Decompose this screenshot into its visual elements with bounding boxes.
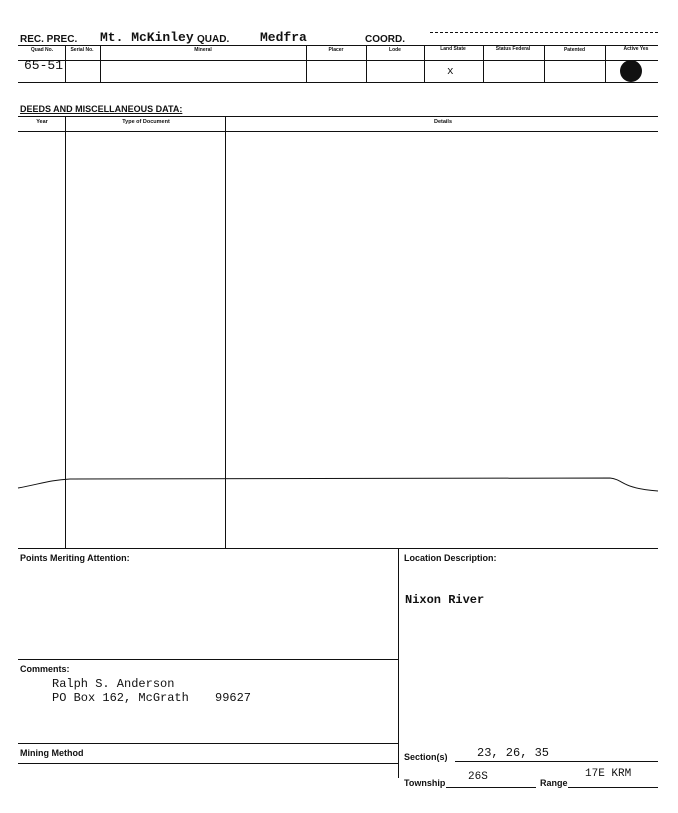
col-header-quad-no: Quad No. [30, 47, 54, 53]
land-state-mark: x [447, 66, 454, 78]
mining-method-label: Mining Method [20, 748, 84, 758]
col-header-active: Active Yes [623, 46, 649, 52]
bottom-section-top-line [18, 548, 658, 549]
punch-hole [620, 60, 642, 82]
mining-method-top-line [18, 743, 398, 744]
points-comments-divider [18, 659, 398, 660]
quad-name: Mt. McKinley [100, 30, 194, 45]
col-header-serial-no: Serial No. [70, 47, 94, 53]
deeds-col-type: Type of Document [122, 119, 170, 125]
rec-prec-label: REC. PREC. [20, 34, 78, 45]
deeds-title: DEEDS AND MISCELLANEOUS DATA: [20, 104, 183, 114]
deeds-top-line [18, 116, 658, 117]
quad-no-value: 65-51 [24, 58, 64, 73]
comments-line-2: PO Box 162, McGrath [52, 691, 189, 705]
sections-label: Section(s) [404, 752, 448, 762]
col-divider [65, 45, 66, 82]
location-description-value: Nixon River [405, 593, 485, 607]
col-header-land-state: Land State [440, 46, 466, 52]
mining-method-line [18, 763, 398, 764]
col-header-status-federal: Status Federal [495, 46, 531, 52]
col-divider [483, 45, 484, 82]
col-divider [605, 45, 606, 82]
col-divider [424, 45, 425, 82]
bottom-center-divider [398, 548, 399, 778]
coord-label: COORD. [365, 34, 405, 45]
col-divider [366, 45, 367, 82]
deeds-col-year: Year [36, 119, 48, 125]
area-name: Medfra [260, 30, 307, 45]
points-meriting-label: Points Meriting Attention: [20, 553, 130, 563]
township-label: Township [404, 778, 446, 788]
claim-table-header-line [18, 60, 658, 61]
col-header-patented: Patented [563, 47, 586, 53]
claim-table-top [18, 45, 658, 46]
col-divider [100, 45, 101, 82]
sections-line [455, 761, 658, 762]
sections-value: 23, 26, 35 [477, 746, 550, 760]
page-fold-seam [0, 470, 678, 500]
coord-line [430, 32, 658, 33]
range-line [568, 787, 658, 788]
location-description-label: Location Description: [404, 553, 497, 563]
quad-label: QUAD. [197, 34, 230, 45]
deeds-col-details: Details [433, 119, 453, 125]
comments-label: Comments: [20, 664, 70, 674]
claim-table-bottom [18, 82, 658, 83]
col-divider [306, 45, 307, 82]
col-header-placer: Placer [328, 47, 344, 53]
range-label: Range [540, 778, 568, 788]
col-header-lode: Lode [389, 47, 401, 53]
col-divider [544, 45, 545, 82]
comments-line-1: Ralph S. Anderson [52, 677, 175, 691]
township-line [446, 787, 536, 788]
range-value: 17E KRM [585, 768, 632, 780]
township-value: 26S [468, 771, 488, 783]
comments-zip: 99627 [215, 691, 252, 705]
deeds-header-line [18, 131, 658, 132]
col-header-mineral: Mineral [194, 47, 212, 53]
